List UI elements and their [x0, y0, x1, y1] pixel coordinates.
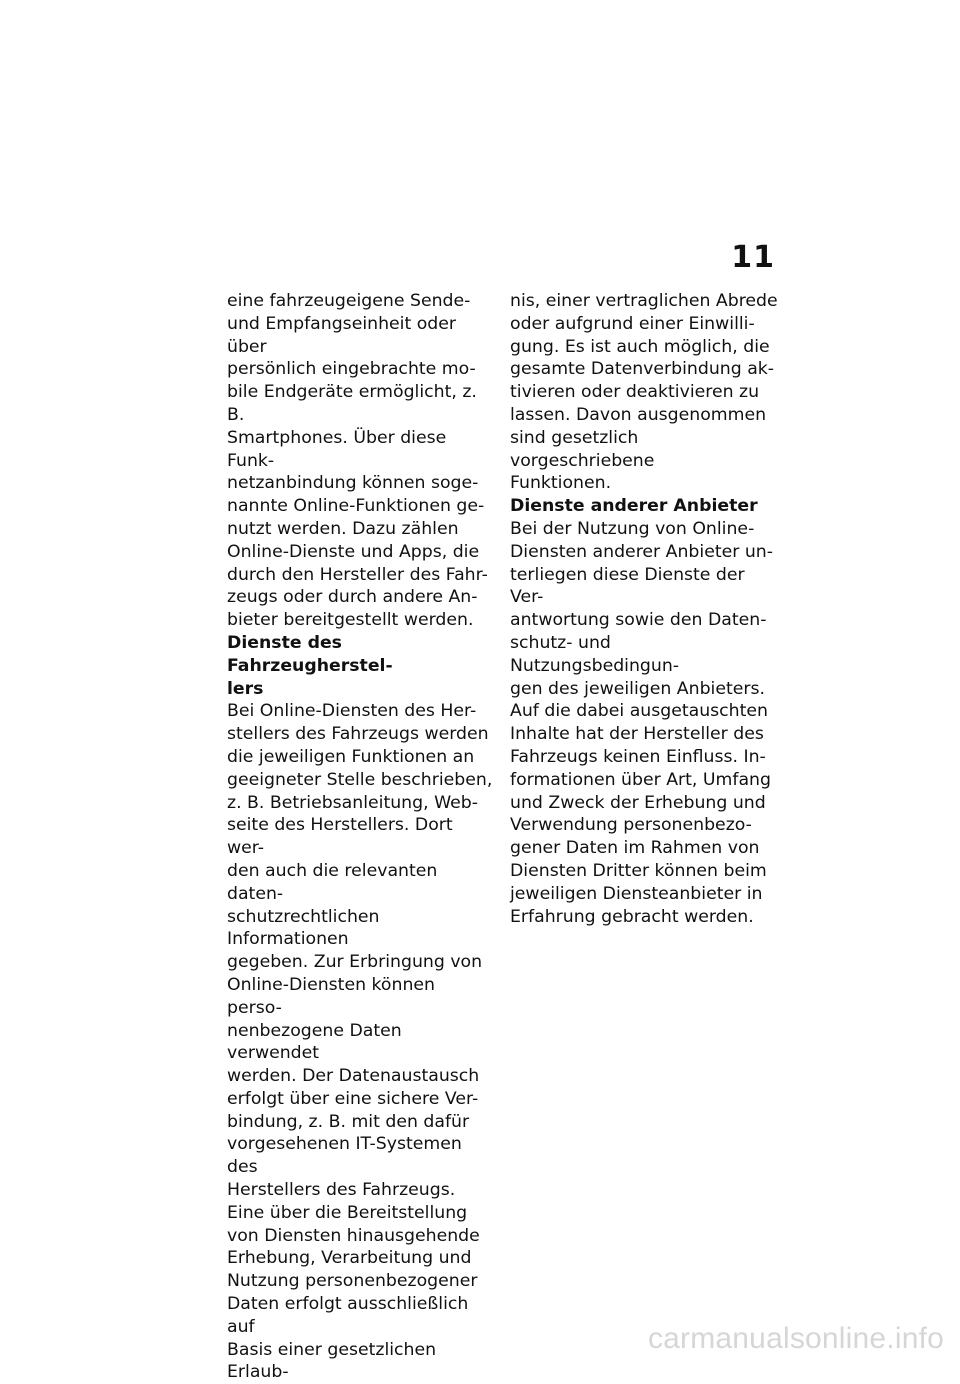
right-column — [510, 290, 778, 928]
paragraph-third-party-services: Bei der Nutzung von Online- Diensten anderer Anbieter un- terliegen diese Dienste der Ver- antwortung sowie den Daten- schutz- und Nutzungsbedingun- gen des jeweiligen Anbieters. Auf die dabei ausgetauschten Inhalte hat der Hersteller des Fahrzeugs keinen Einfluss. In- formationen über Art, Umfang und Zweck der Erhebung und Verwendung personenbezo- gener Daten im Rahmen von Diensten Dritter können beim jeweiligen Diensteanbieter in Erfahrung gebracht werden. — [510, 518, 773, 927]
heading-manufacturer-services: Dienste des Fahrzeugherstel- lers — [227, 632, 393, 699]
paragraph-data-processing-continued: nis, einer vertraglichen Abrede oder aufgrund einer Einwilli- gung. Es ist auch möglich, die gesamte Datenverbindung ak- tivieren oder deaktivieren zu lassen. Davon ausgenommen sind gesetzlich vorgeschriebene Funktionen. — [510, 291, 778, 494]
watermark: carmanualsonline.info — [647, 1322, 944, 1355]
heading-third-party-services: Dienste anderer Anbieter — [510, 496, 758, 517]
paragraph-manufacturer-services: Bei Online-Diensten des Her- stellers des Fahrzeugs werden die jeweiligen Funktionen an geeigneter Stelle beschrieben, z. B. Betriebsanleitung, Web- seite des Herstellers. Dort wer- den auch die relevanten daten- schutzrechtlichen Informationen gegeben. Zur Erbringung von Online-Diensten können perso- nenbezogene Daten verwendet werden. Der Datenaustausch erfolgt über eine sichere Ver- bindung, z. B. mit den dafür vorgesehenen IT-Systemen des Herstellers des Fahrzeugs. — [227, 701, 493, 1201]
paragraph-data-processing: Eine über die Bereitstellung von Diensten hinausgehende Erhebung, Verarbeitung und Nutzung personenbezogener Daten erfolgt ausschließlich auf Basis einer gesetzlichen Erlaub- — [227, 1202, 480, 1383]
left-column — [227, 290, 495, 1384]
paragraph-connectivity-intro: eine fahrzeugeigene Sende- und Empfangseinheit oder über persönlich eingebrachte mo- bile Endgeräte ermöglicht, z. B. Smartphones. Über diese Funk- netzanbindung können soge- nannte Online-Funktionen ge- nutzt werden. Dazu zählen Online-Dienste und Apps, die durch den Hersteller des Fahr- zeugs oder durch andere An- bieter bereitgestellt werden. — [227, 291, 488, 631]
page-number: 11 — [731, 240, 775, 275]
